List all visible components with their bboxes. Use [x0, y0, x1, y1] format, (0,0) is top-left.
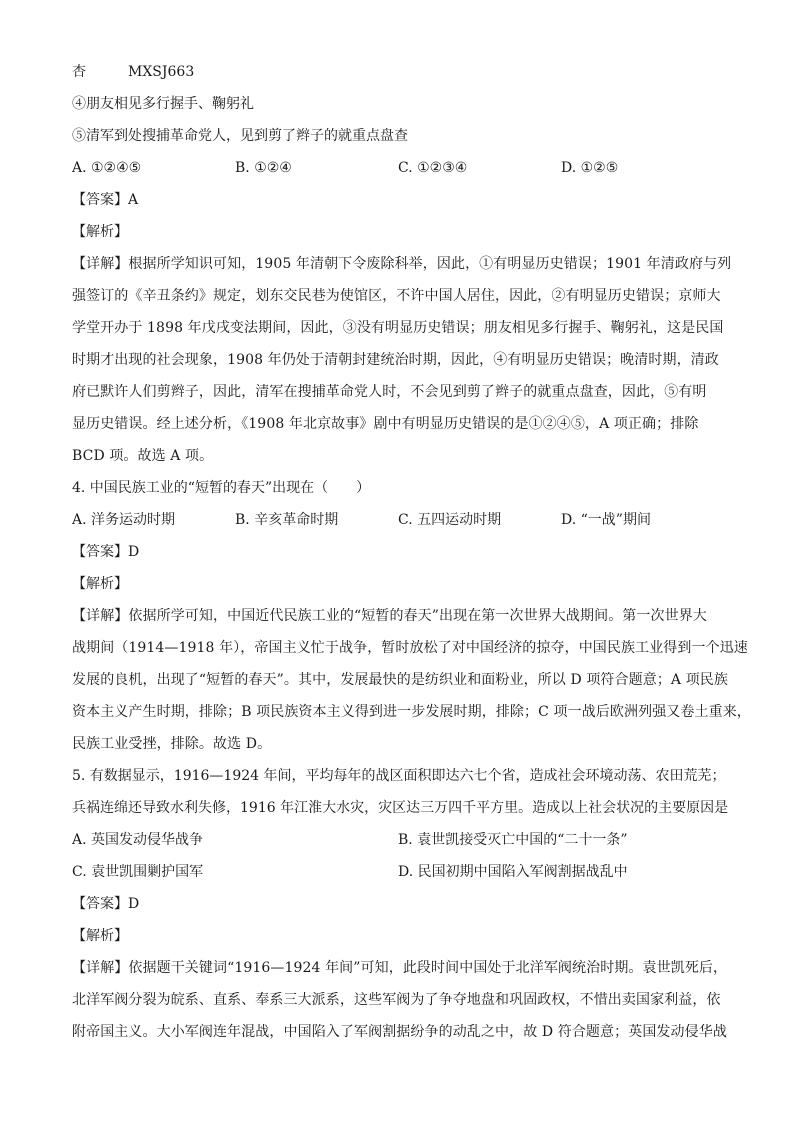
q3-detail-line: 强签订的《辛丑条约》规定，划东交民巷为使馆区，不许中国人居住，因此，②有明显历史错误；京师大 [72, 288, 721, 304]
q3-detail [72, 254, 732, 466]
header-left: 杏 [72, 64, 86, 80]
q4-answer: 【答案】D [72, 544, 140, 560]
q4-option-b: B. 辛亥革命时期 [235, 512, 339, 528]
q3-option-d: D. ①②⑤ [561, 160, 619, 176]
q4-detail-line: 战期间（1914—1918 年），帝国主义忙于战争，暂时放松了对中国经济的掠夺，中国民族工业得到一个迅速 [72, 640, 748, 656]
q5-stem-line: 兵祸连绵还导致水利失修，1916 年江淮大水灾，灾区达三万四千平方里。造成以上社会状况的主要原因是 [72, 800, 729, 816]
q5-options-row-2 [72, 862, 724, 882]
q3-item-4: ④朋友相见多行握手、鞠躬礼 [72, 96, 254, 112]
q3-item-5: ⑤清军到处搜捕革命党人，见到剪了辫子的就重点盘查 [72, 128, 408, 144]
q3-detail-line: 学堂开办于 1898 年戊戌变法期间，因此，③没有明显历史错误；朋友相见多行握手、鞠躬礼，这是民国 [72, 320, 724, 336]
q3-option-b: B. ①②④ [235, 160, 292, 176]
q4-detail-line: 民族工业受挫，排除。故选 D。 [72, 736, 272, 752]
q5-detail-line: 【详解】依据题干关键词“1916—1924 年间”可知，此段时间中国处于北洋军阀统治时期。袁世凯死后， [72, 960, 728, 976]
q4-detail-line: 发展的良机，出现了“短暂的春天”。其中，发展最快的是纺织业和面粉业，所以 D 项符合题意；A 项民族 [72, 672, 728, 688]
q3-detail-line: 【详解】根据所学知识可知，1905 年清朝下令废除科举，因此，①有明显历史错误；1901 年清政府与列 [72, 256, 732, 272]
q5-option-a: A. 英国发动侵华战争 [72, 832, 204, 848]
q4-option-c: C. 五四运动时期 [398, 512, 502, 528]
q3-options [72, 158, 724, 178]
q5-detail [72, 958, 728, 1042]
q5-options-row-1 [72, 830, 724, 850]
q4-options [72, 510, 724, 530]
header-line [72, 62, 724, 82]
document-page [72, 62, 751, 1042]
q3-answer: 【答案】A [72, 192, 139, 208]
q4-option-a: A. 洋务运动时期 [72, 512, 176, 528]
q4-detail-line: 【详解】依据所学可知，中国近代民族工业的“短暂的春天”出现在第一次世界大战期间。第一次世界大 [72, 608, 707, 624]
q5-answer: 【答案】D [72, 896, 140, 912]
q5-stem-line: 5. 有数据显示，1916—1924 年间，平均每年的战区面积即达六七个省，造成社会环境动荡、农田荒芜； [72, 768, 726, 784]
q4-detail-line: 资本主义产生时期，排除；B 项民族资本主义得到进一步发展时期，排除；C 项一战后欧洲列强又卷土重来， [72, 704, 751, 720]
q5-analysis-label: 【解析】 [72, 928, 128, 944]
q4-stem: 4. 中国民族工业的“短暂的春天”出现在（ ） [72, 480, 371, 496]
q4-analysis-label: 【解析】 [72, 576, 128, 592]
q5-detail-line: 附帝国主义。大小军阀连年混战，中国陷入了军阀割据纷争的动乱之中，故 D 符合题意；英国发动侵华战 [72, 1024, 727, 1040]
q5-option-c: C. 袁世凯围剿护国军 [72, 864, 204, 880]
header-code: MXSJ663 [128, 64, 195, 80]
q3-detail-line: 府已默许人们剪辫子，因此，清军在搜捕革命党人时，不会见到剪了辫子的就重点盘查，因此，⑤有明 [72, 384, 707, 400]
q3-detail-line: 显历史错误。经上述分析，《1908 年北京故事》剧中有明显历史错误的是①②④⑤，A 项正确；排除 [72, 416, 699, 432]
q3-option-c: C. ①②③④ [398, 160, 468, 176]
q3-detail-line: BCD 项。故选 A 项。 [72, 448, 214, 464]
q5-detail-line: 北洋军阀分裂为皖系、直系、奉系三大派系，这些军阀为了争夺地盘和巩固政权，不惜出卖国家利益，依 [72, 992, 721, 1008]
q4-option-d: D. “一战”期间 [561, 512, 651, 528]
q3-analysis-label: 【解析】 [72, 224, 128, 240]
q5-option-d: D. 民国初期中国陷入军阀割据战乱中 [398, 864, 628, 880]
q3-option-a: A. ①②④⑤ [72, 160, 142, 176]
q3-detail-line: 时期才出现的社会现象，1908 年仍处于清朝封建统治时期，因此，④有明显历史错误；晚清时期，清政 [72, 352, 719, 368]
q4-detail [72, 606, 751, 754]
q5-option-b: B. 袁世凯接受灭亡中国的“二十一条” [398, 832, 628, 848]
